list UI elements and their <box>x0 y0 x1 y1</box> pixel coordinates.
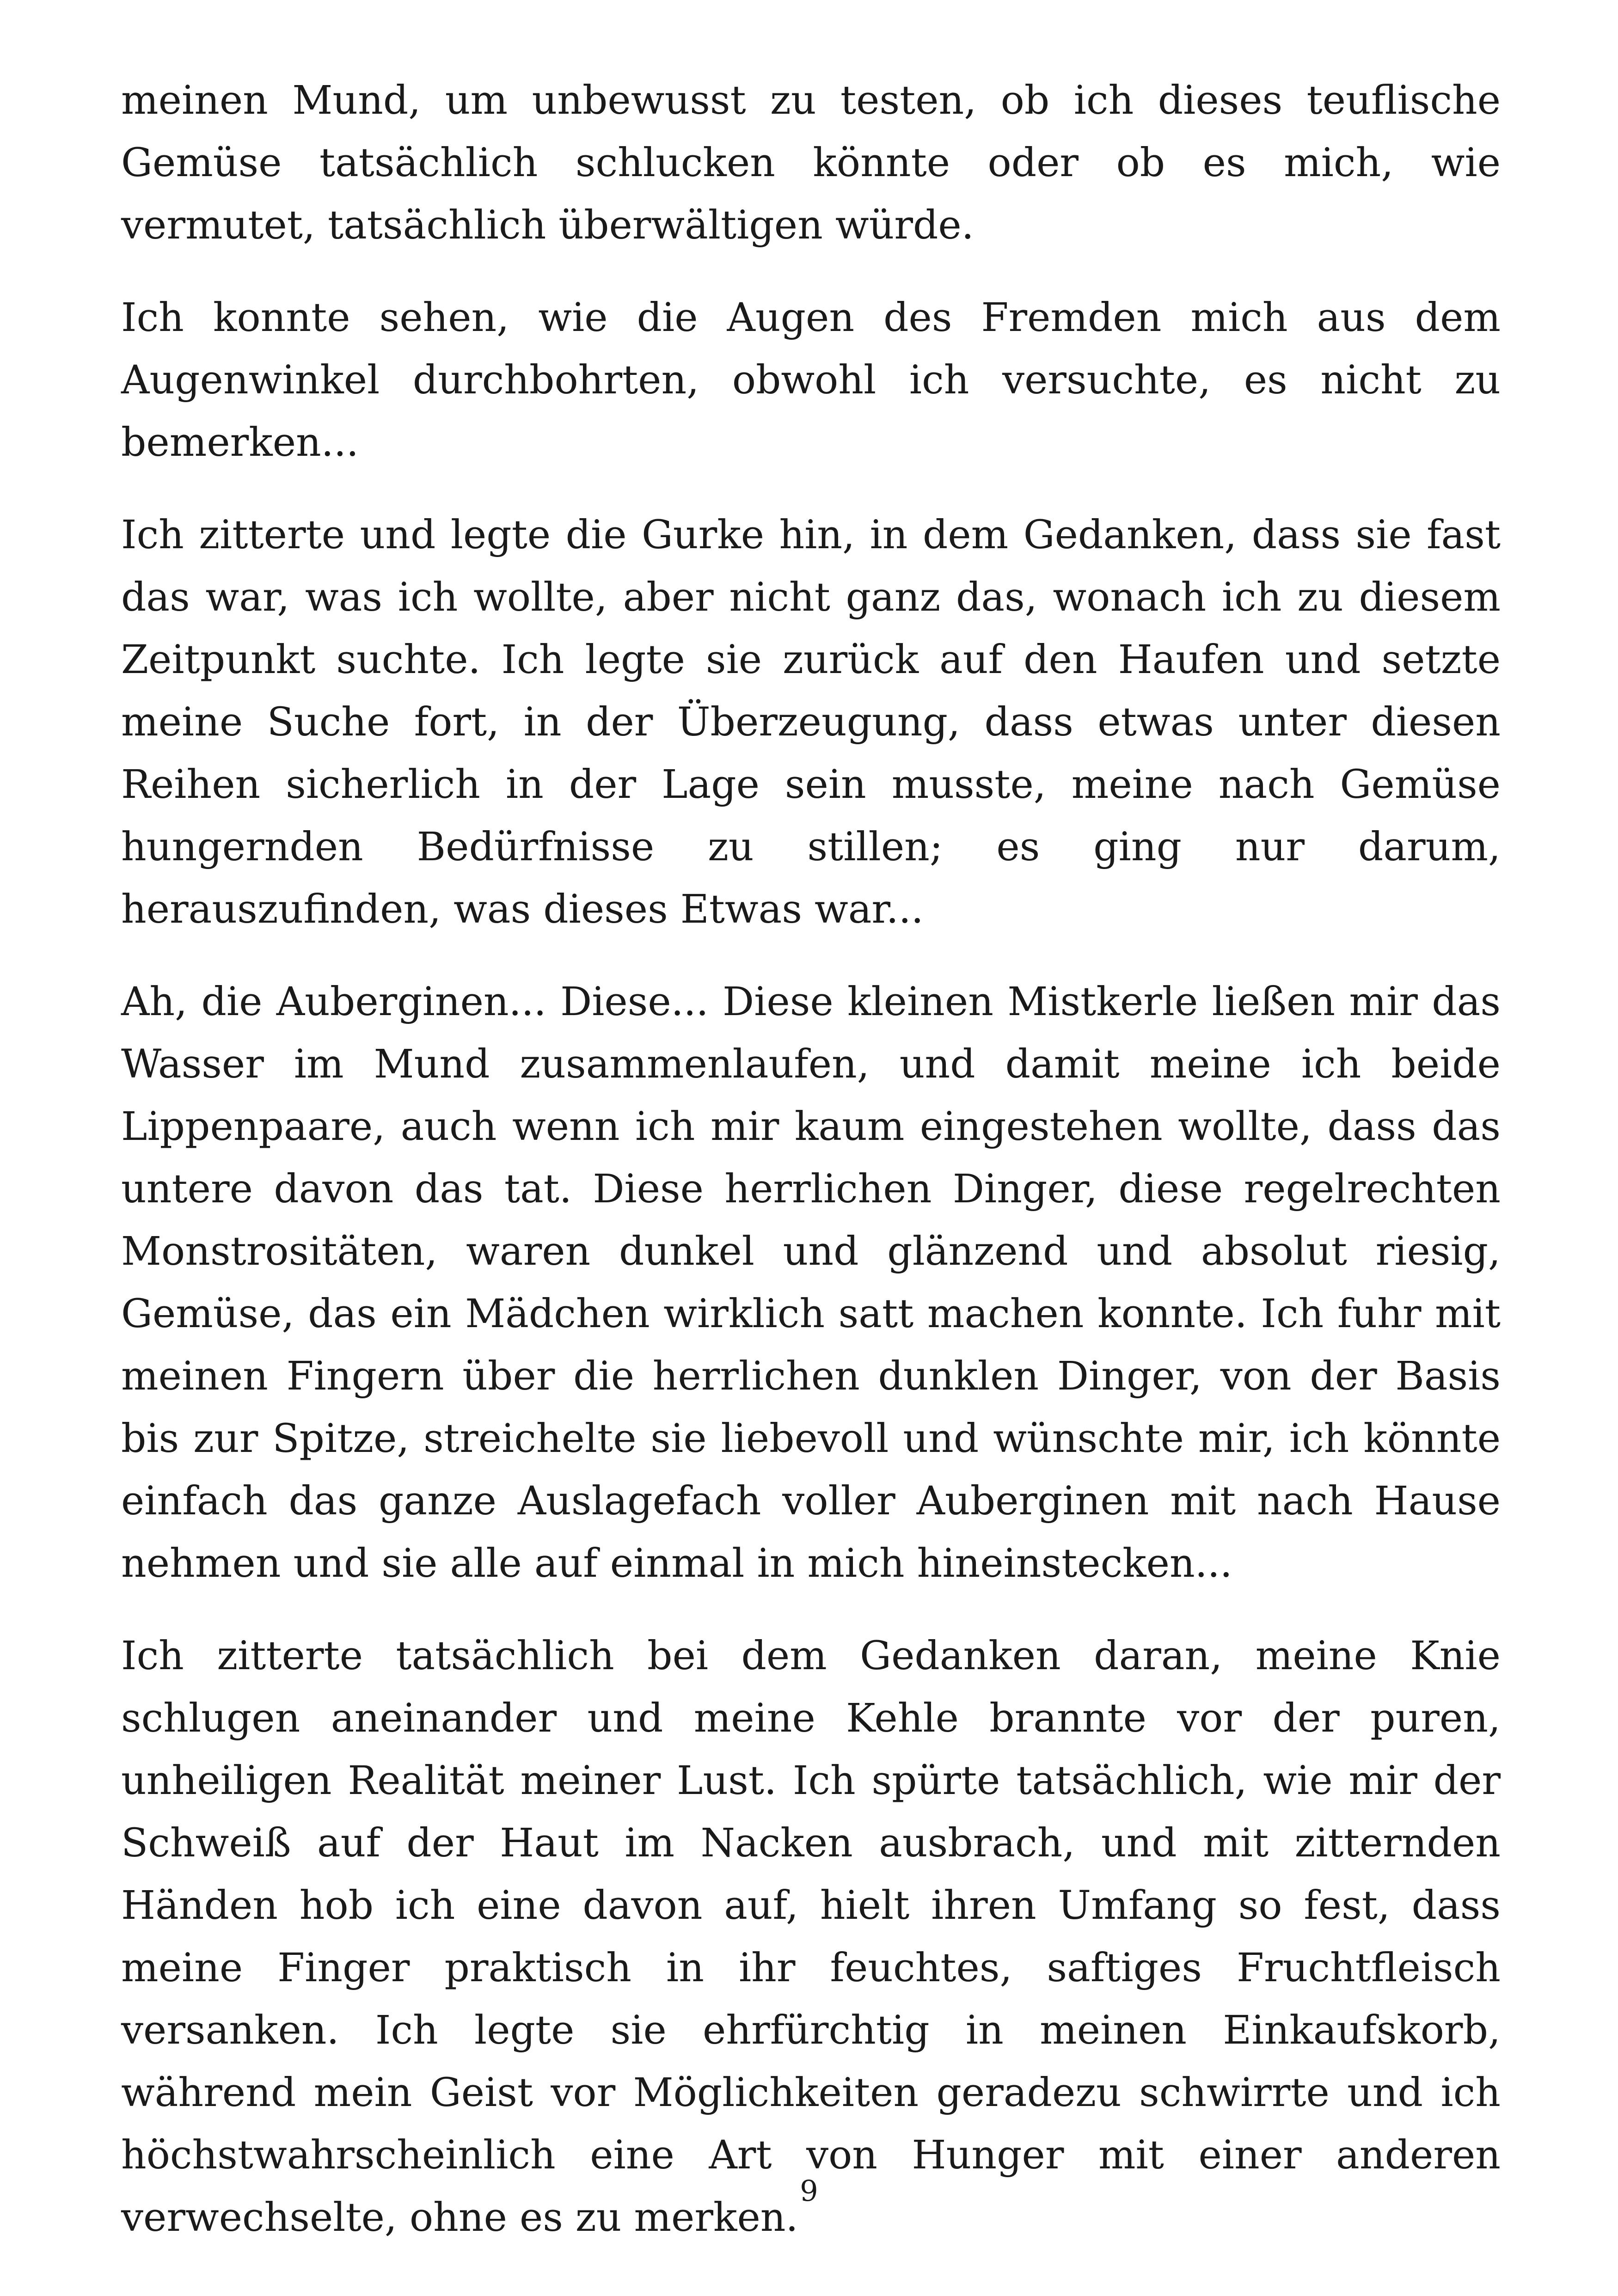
paragraph-2: Ich konnte sehen, wie die Augen des Fremden mich aus dem Augenwinkel durchbohrten, obwohl ich versuchte, es nicht zu bemerken... <box>121 295 1501 465</box>
paragraph-5: Ich zitterte tatsächlich bei dem Gedanken daran, meine Knie schlugen aneinander und meine Kehle brannte vor der puren, unheiligen Realität meiner Lust. Ich spürte tatsächlich, wie mir der Schweiß auf der Haut im Nacken ausbrach, und mit zitternden Händen hob ich eine davon auf, hielt ihren Umfang so fest, dass meine Finger praktisch in ihr feuchtes, saftiges Fruchtfleisch versanken. Ich legte sie ehrfürchtig in meinen Einkaufskorb, während mein Geist vor Möglichkeiten geradezu schwirrte und ich höchstwahrscheinlich eine Art von Hunger mit einer anderen verwechselte, ohne es zu merken. <box>121 1633 1501 2241</box>
paragraph-4: Ah, die Auberginen... Diese... Diese kleinen Mistkerle ließen mir das Wasser im Mund zusammenlaufen, und damit meine ich beide Lippenpaare, auch wenn ich mir kaum eingestehen wollte, dass das untere davon das tat. Diese herrlichen Dinger, diese regelrechten Monstrositäten, waren dunkel und glänzend und absolut riesig, Gemüse, das ein Mädchen wirklich satt machen konnte. Ich fuhr mit meinen Fingern über die herrlichen dunklen Dinger, von der Basis bis zur Spitze, streichelte sie liebevoll und wünschte mir, ich könnte einfach das ganze Auslagefach voller Auberginen mit nach Hause nehmen und sie alle auf einmal in mich hineinstecken... <box>121 979 1501 1586</box>
body-text <box>121 69 1501 2279</box>
page-number: 9 <box>800 2174 818 2208</box>
paragraph-3: Ich zitterte und legte die Gurke hin, in dem Gedanken, dass sie fast das war, was ich wollte, aber nicht ganz das, wonach ich zu diesem Zeitpunkt suchte. Ich legte sie zurück auf den Haufen und setzte meine Suche fort, in der Überzeugung, dass etwas unter diesen Reihen sicherlich in der Lage sein musste, meine nach Gemüse hungernden Bedürfnisse zu stillen; es ging nur darum, herauszufinden, was dieses Etwas war... <box>121 512 1501 932</box>
paragraph-1: meinen Mund, um unbewusst zu testen, ob ich dieses teuflische Gemüse tatsächlich schlucken könnte oder ob es mich, wie vermutet, tatsächlich überwältigen würde. <box>121 78 1501 248</box>
